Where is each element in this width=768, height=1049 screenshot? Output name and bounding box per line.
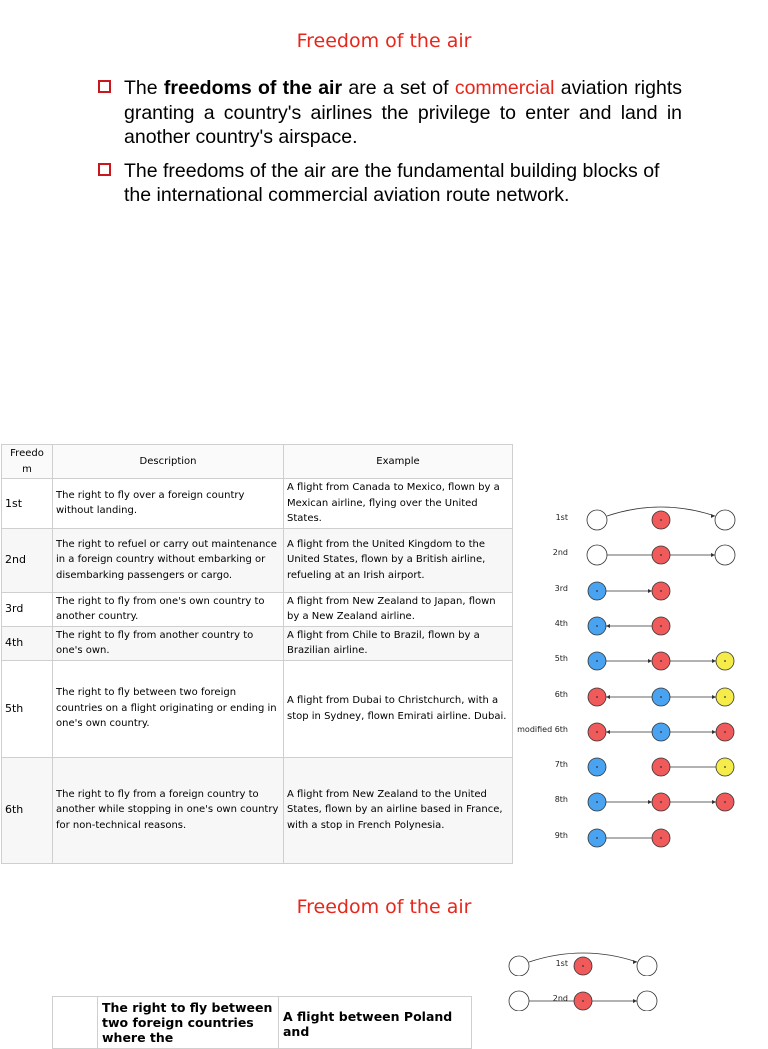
- white-country-node: [587, 545, 607, 565]
- diagram-row: [505, 788, 768, 812]
- diagram-row-label: 2nd: [552, 994, 568, 1004]
- white-country-node: [715, 510, 735, 530]
- route-diagram: [583, 577, 743, 601]
- route-diagram: [583, 612, 743, 636]
- freedom-description: The right to fly between two foreign countries on a flight originating or ending in one's own country.: [53, 660, 284, 757]
- table-header-row: [2, 445, 513, 479]
- diagram-row: [505, 753, 768, 777]
- freedoms-table-continued: [52, 996, 472, 1049]
- node-dot: [660, 837, 662, 839]
- bullet-item: [98, 159, 682, 208]
- node-dot: [660, 766, 662, 768]
- node-dot: [724, 731, 726, 733]
- node-dot: [660, 590, 662, 592]
- freedom-example: A flight from Canada to Mexico, flown by a Mexican airline, flying over the United States.: [284, 479, 513, 529]
- diagram-row-label: 7th: [554, 760, 568, 770]
- freedom-number: 4th: [2, 626, 53, 660]
- arrowhead: [712, 659, 716, 663]
- node-dot: [724, 766, 726, 768]
- arrowhead: [633, 960, 637, 964]
- table-row: [53, 997, 472, 1049]
- freedom-description: The right to fly from one's own country to another country.: [53, 592, 284, 626]
- node-dot: [596, 590, 598, 592]
- bullet-highlight-text: commercial: [454, 77, 555, 99]
- route-diagram: [583, 824, 743, 848]
- freedom-example: A flight from Dubai to Christchurch, with a stop in Sydney, flown Emirati airline. Dubai.: [284, 660, 513, 757]
- arrowhead: [711, 553, 715, 557]
- freedoms-table: [1, 444, 513, 864]
- bullet-item: [98, 76, 682, 150]
- freedom-description: The right to fly over a foreign country without landing.: [53, 479, 284, 529]
- white-country-node: [509, 991, 529, 1011]
- bullet-text: aviation rights granting a country's airlines the privilege to enter and land in another country's airspace.: [124, 77, 682, 148]
- diagram-row-label: 3rd: [554, 583, 568, 593]
- freedom-example: A flight from New Zealand to the United States, flown by an airline based in France, with a stop in French Polynesia.: [284, 757, 513, 863]
- arrowhead: [712, 730, 716, 734]
- diagram-row: [505, 987, 768, 1011]
- route-diagram: [583, 718, 743, 742]
- node-dot: [660, 696, 662, 698]
- node-dot: [724, 696, 726, 698]
- slide-title: Freedom of the air: [296, 896, 472, 918]
- checkbox-bullet-icon: [98, 80, 111, 93]
- route-diagram: [505, 952, 665, 976]
- slide-title: Freedom of the air: [296, 30, 472, 52]
- table-row: [2, 757, 513, 863]
- arrowhead: [606, 624, 610, 628]
- node-dot: [724, 660, 726, 662]
- freedom-number: [53, 997, 98, 1049]
- route-diagram: [505, 987, 665, 1011]
- freedom-number: 3rd: [2, 592, 53, 626]
- white-country-node: [637, 956, 657, 976]
- freedom-number: 6th: [2, 757, 53, 863]
- table-row: [2, 660, 513, 757]
- white-country-node: [715, 545, 735, 565]
- node-dot: [660, 660, 662, 662]
- column-header: Freedo m: [2, 445, 53, 479]
- bullet-text: are a set of: [342, 77, 455, 99]
- route-diagram: [583, 647, 743, 671]
- diagram-row: [505, 541, 768, 565]
- freedom-example: A flight from the United Kingdom to the United States, flown by a British airline, refueling at an Irish airport.: [284, 528, 513, 592]
- bullet-bold-text: freedoms of the air: [163, 77, 343, 99]
- node-dot: [596, 801, 598, 803]
- route-diagram: [583, 753, 743, 777]
- diagram-row-label: modified 6th: [517, 724, 568, 734]
- node-dot: [596, 837, 598, 839]
- diagram-row-label: 4th: [554, 618, 568, 628]
- route-diagram: [583, 506, 743, 530]
- node-dot: [596, 625, 598, 627]
- table-row: [2, 479, 513, 529]
- node-dot: [596, 660, 598, 662]
- diagram-row: [505, 718, 768, 742]
- column-header: Description: [53, 445, 284, 479]
- diagram-row-label: 9th: [554, 830, 568, 840]
- freedom-number: 5th: [2, 660, 53, 757]
- diagram-row-label: 8th: [554, 795, 568, 805]
- table-row: [2, 592, 513, 626]
- node-dot: [582, 965, 584, 967]
- freedom-example: A flight from Chile to Brazil, flown by a Brazilian airline.: [284, 626, 513, 660]
- white-country-node: [587, 510, 607, 530]
- node-dot: [660, 519, 662, 521]
- freedom-description: The right to fly between two foreign countries where the: [98, 997, 279, 1049]
- node-dot: [660, 625, 662, 627]
- arrowhead: [606, 695, 610, 699]
- diagram-row: [505, 952, 768, 976]
- diagram-row: [505, 612, 768, 636]
- bullet-list: [98, 76, 682, 217]
- arrowhead: [712, 800, 716, 804]
- freedom-example: A flight between Poland and: [279, 997, 472, 1049]
- freedom-number: 2nd: [2, 528, 53, 592]
- diagram-row-label: 6th: [554, 689, 568, 699]
- route-diagram: [583, 788, 743, 812]
- node-dot: [582, 1000, 584, 1002]
- diagram-row: [505, 683, 768, 707]
- white-country-node: [637, 991, 657, 1011]
- arrowhead: [711, 514, 715, 518]
- node-dot: [596, 731, 598, 733]
- freedom-description: The right to fly from a foreign country to another while stopping in one's own country for non-technical reasons.: [53, 757, 284, 863]
- route-diagram: [583, 541, 743, 565]
- node-dot: [660, 801, 662, 803]
- bullet-text: The: [124, 77, 164, 99]
- column-header: Example: [284, 445, 513, 479]
- arrowhead: [606, 730, 610, 734]
- arrowhead: [648, 800, 652, 804]
- node-dot: [724, 801, 726, 803]
- diagram-row: [505, 647, 768, 671]
- bullet-text: The freedoms of the air are the fundamental building blocks of the international commercial aviation route network.: [124, 159, 660, 206]
- diagram-row-label: 1st: [555, 513, 568, 522]
- white-country-node: [509, 956, 529, 976]
- arrowhead: [633, 999, 637, 1003]
- arrowhead: [648, 589, 652, 593]
- diagram-row: [505, 824, 768, 848]
- table-row: [2, 528, 513, 592]
- node-dot: [596, 696, 598, 698]
- route-diagram: [583, 683, 743, 707]
- freedom-description: The right to fly from another country to one's own.: [53, 626, 284, 660]
- table-row: [2, 626, 513, 660]
- diagram-row-label: 5th: [554, 654, 568, 664]
- node-dot: [660, 731, 662, 733]
- freedom-example: A flight from New Zealand to Japan, flown by a New Zealand airline.: [284, 592, 513, 626]
- checkbox-bullet-icon: [98, 163, 111, 176]
- arrowhead: [648, 659, 652, 663]
- diagram-row: [505, 506, 768, 530]
- node-dot: [660, 554, 662, 556]
- freedom-description: The right to refuel or carry out maintenance in a foreign country without embarking or disembarking passengers or cargo.: [53, 528, 284, 592]
- diagram-row-label: 1st: [555, 959, 568, 968]
- diagram-row-label: 2nd: [552, 548, 568, 558]
- freedom-number: 1st: [2, 479, 53, 529]
- diagram-row: [505, 577, 768, 601]
- node-dot: [596, 766, 598, 768]
- arrowhead: [712, 695, 716, 699]
